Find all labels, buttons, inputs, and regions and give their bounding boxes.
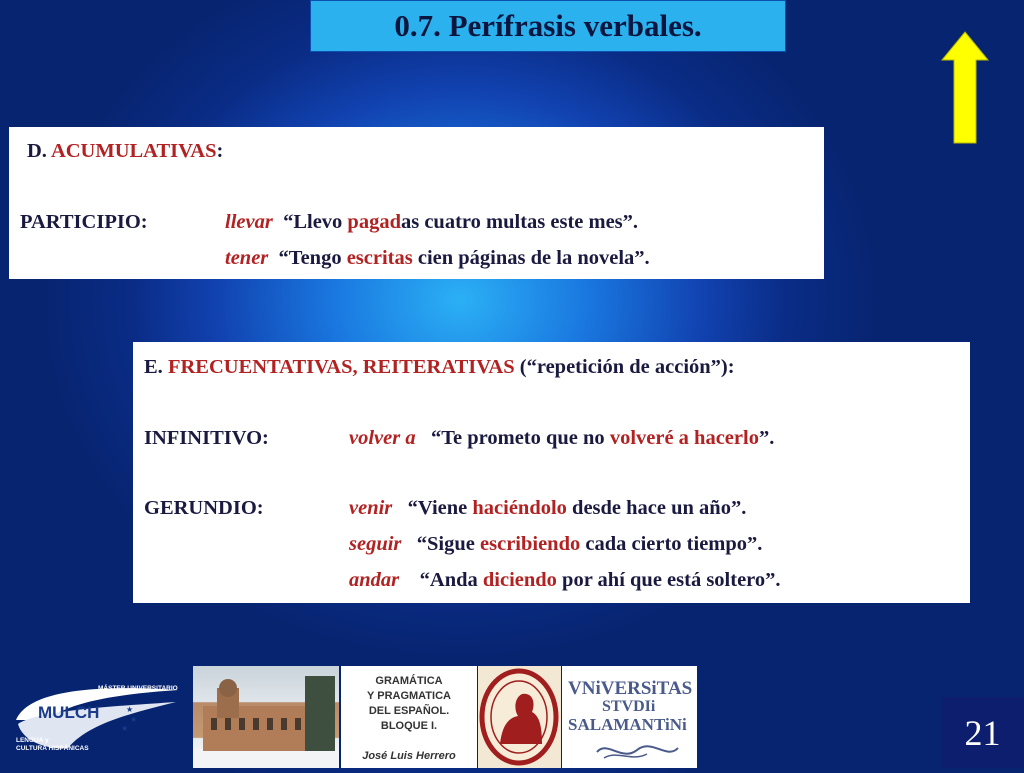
quote-rest: as cuatro multas este mes”. [400, 211, 639, 233]
quote-start: “Llevo [283, 211, 348, 233]
course-line: GRAMÁTICA [375, 675, 443, 687]
quote-rest: cada cierto tiempo”. [580, 533, 763, 555]
verb: volver a [349, 427, 416, 449]
university-building-photo [193, 666, 339, 768]
section-heading: FRECUENTATIVAS, REITERATIVAS [167, 356, 515, 378]
example-row [349, 562, 781, 598]
quote-highlight: escribiendo [480, 533, 581, 555]
author-name: José Luis Herrero [362, 750, 456, 762]
example-row [349, 490, 746, 526]
quote-highlight: volveré a hacerlo [609, 427, 759, 449]
star-icon: ★ [130, 715, 138, 724]
course-line: BLOQUE I. [380, 720, 438, 732]
quote-highlight: haciéndolo [472, 497, 567, 519]
star-icon: ★ [121, 724, 129, 733]
gerundio-label: GERUNDIO: [144, 497, 264, 519]
section-d-heading [27, 133, 223, 169]
quote-start: “Viene [407, 497, 473, 519]
course-line: Y PRAGMATICA [367, 690, 451, 702]
example-row [349, 526, 762, 562]
mulch-logo [8, 680, 183, 760]
univ-line: SALAMANTiNi [568, 715, 687, 734]
flourish-icon [592, 738, 682, 764]
quote-start: “Sigue [416, 533, 481, 555]
mulch-sub2: CULTURA HISPÁNICAS [16, 745, 89, 752]
quote-rest: desde hace un año”. [566, 497, 747, 519]
univ-line: VNiVERSiTAS [568, 678, 693, 699]
example-row [225, 204, 638, 240]
participio-label: PARTICIPIO: [20, 211, 148, 233]
quote-start: “Anda [419, 569, 483, 591]
university-seal-text [562, 666, 697, 768]
verb: tener [225, 247, 269, 269]
quote-highlight: escritas [346, 247, 413, 269]
mulch-sub1: LENGUA y [16, 737, 49, 744]
example-row [225, 240, 650, 276]
mulch-name: MULCH [38, 703, 100, 722]
section-letter: D. [27, 140, 47, 162]
quote-highlight: pagad [347, 211, 401, 233]
section-d-box [9, 127, 824, 279]
slide-title: 0.7. Perífrasis verbales. [310, 0, 786, 52]
quote-rest: ”. [758, 427, 775, 449]
heading-note: (“repetición de acción”): [514, 356, 735, 378]
infinitivo-label: INFINITIVO: [144, 427, 269, 449]
quote-start: “Tengo [278, 247, 347, 269]
quote-start: “Te prometo que no [430, 427, 610, 449]
verb: llevar [225, 211, 273, 233]
example-row [349, 420, 774, 456]
section-e-heading [144, 349, 735, 385]
course-info [341, 666, 477, 768]
up-arrow-icon[interactable] [940, 30, 990, 146]
section-heading: ACUMULATIVAS [50, 140, 217, 162]
section-letter: E. [144, 356, 163, 378]
section-e-box [133, 342, 970, 603]
nebrija-seal [478, 666, 561, 768]
page-number: 21 [941, 697, 1024, 768]
heading-colon: : [216, 140, 224, 162]
quote-highlight: diciendo [482, 569, 557, 591]
mulch-top: MÁSTER UNIVERSITARIO [98, 685, 178, 692]
univ-line: STVDIi [602, 698, 656, 715]
quote-rest: cien páginas de la novela”. [412, 247, 650, 269]
verb: venir [349, 497, 393, 519]
star-icon: ★ [126, 705, 134, 714]
quote-rest: por ahí que está soltero”. [556, 569, 781, 591]
verb: seguir [349, 533, 402, 555]
verb: andar [349, 569, 400, 591]
course-line: DEL ESPAÑOL. [368, 705, 450, 717]
